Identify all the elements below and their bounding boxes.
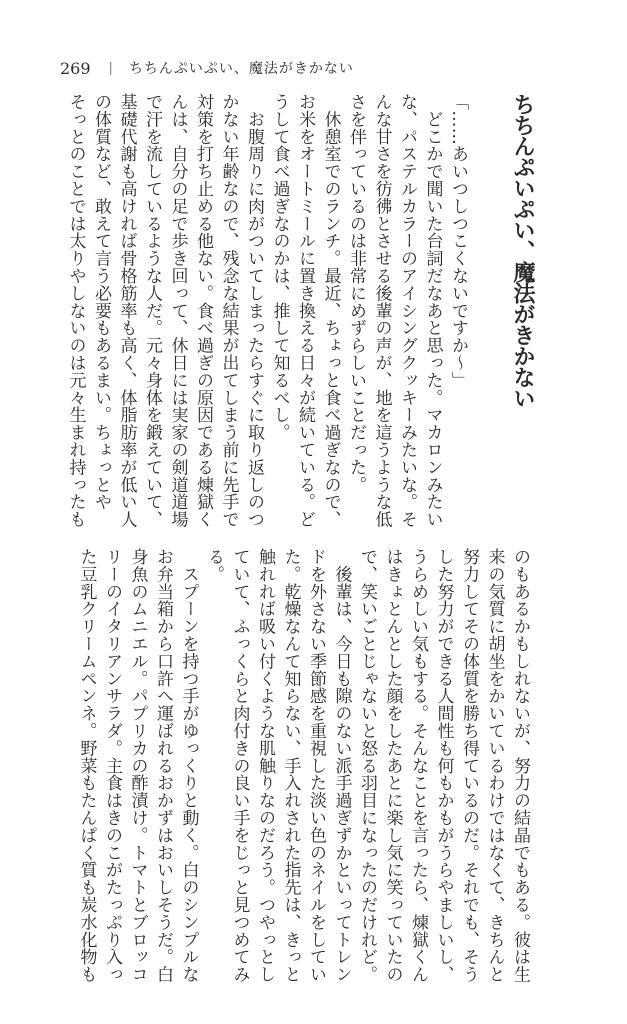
running-title: ちちんぷいぷい、魔法がきかない (128, 61, 354, 77)
text-column: 後輩は、今日も隙のない派手過ぎずかといってトレン (331, 548, 352, 983)
text-column: 身魚のムニエル。パプリカの酢漬け。トマトとブロッコ (127, 548, 148, 983)
text-column: うらめしい気もする。そんなことを言ったら、煉獄くん (408, 548, 428, 983)
text-column: んは、自分の足で歩き回って、休日には実家の剣道道場 (167, 93, 188, 528)
text-column: な、パステルカラーのアイシングクッキーみたいな。そ (397, 93, 417, 528)
text-column: 休憩室でのランチ。最近、ちょっと食べ過ぎなので、 (320, 93, 341, 528)
text-column: で汗を流しているような人だ。元々身体を鍛えていて、 (142, 93, 162, 528)
text-column: の体質など、敢えて言う必要もあるまい。ちょっとや (91, 93, 111, 511)
text-column: そっとのことでは太りやしないのは元々生まれ持ったも (65, 93, 86, 528)
text-column: かない年齢なので、残念な結果が出てしまう前に先手で (218, 93, 239, 528)
text-column: お弁当箱から口許へ運ばれるおかずはおいしそうだ。白 (153, 548, 173, 983)
text-column: 対策を打ち止める他ない。食べ過ぎの原因である煉獄く (193, 93, 213, 528)
body-text-upper (62, 93, 470, 528)
text-column: た。乾燥なんて知らない、手入れされた指先は、きっと (280, 548, 301, 983)
text-column: どこかで聞いた台詞だなあと思った。マカロンみたい (422, 93, 443, 528)
page-header (60, 58, 354, 78)
text-column: うして食べ過ぎなのかは、推して知るべし。 (269, 93, 290, 441)
text-column: した努力ができる人間性も何もかもがうらやましいし、 (433, 548, 454, 983)
text-column: ていて、ふっくらと肉付きの良い手をじっと見つめてみ (229, 548, 250, 983)
text-column: リーのイタリアンサラダ。主食はきのこがたっぷり入っ (102, 548, 122, 983)
text-column: ドを外さない季節感を重視した淡い色のネイルをしてい (306, 548, 326, 983)
body-text-lower (73, 548, 532, 993)
text-column: はきょとんとした顔をしたあとに楽し気に笑っていたの (382, 548, 403, 983)
page-number: 269 (60, 58, 91, 78)
header-separator: | (108, 60, 113, 76)
text-column: さを伴っているのは非常にめずらしいことだった。 (346, 93, 366, 494)
text-column: で、笑いごとじゃないと怒る羽目になったのだけれど。 (357, 548, 377, 983)
text-column: 触れれば吸い付くような肌触りなのだろう。つやっとし (255, 548, 275, 983)
text-column: 基礎代謝も高ければ骨格筋率も高く、体脂肪率が低い人 (116, 93, 137, 528)
text-column: んな甘さを彷彿とさせる後輩の声が、地を這うような低 (371, 93, 392, 528)
text-column: お米をオートミールに置き換える日々が続いている。ど (295, 93, 315, 528)
text-column: 努力してその体質を勝ち得ているのだ。それでも、そう (459, 548, 479, 983)
text-column: 来の気質に胡坐をかいているわけではなくて、きちんと (484, 548, 505, 983)
text-column: お腹周りに肉がついてしまったらすぐに取り返しのつ (244, 93, 264, 528)
text-column: る。 (204, 548, 224, 583)
text-column: スプーンを持つ手がゆっくりと動く。白のシンプルな (178, 548, 199, 983)
text-column: のもあるかもしれないが、努力の結晶でもある。彼は生 (510, 548, 530, 983)
text-column: た豆乳クリームペンネ。野菜もたんぱく質も炭水化物も (76, 548, 97, 983)
text-column: 「……あいつしつこくないですか〜」 (448, 93, 468, 389)
chapter-title: ちちんぷいぷい、魔法がきかない (510, 93, 536, 408)
